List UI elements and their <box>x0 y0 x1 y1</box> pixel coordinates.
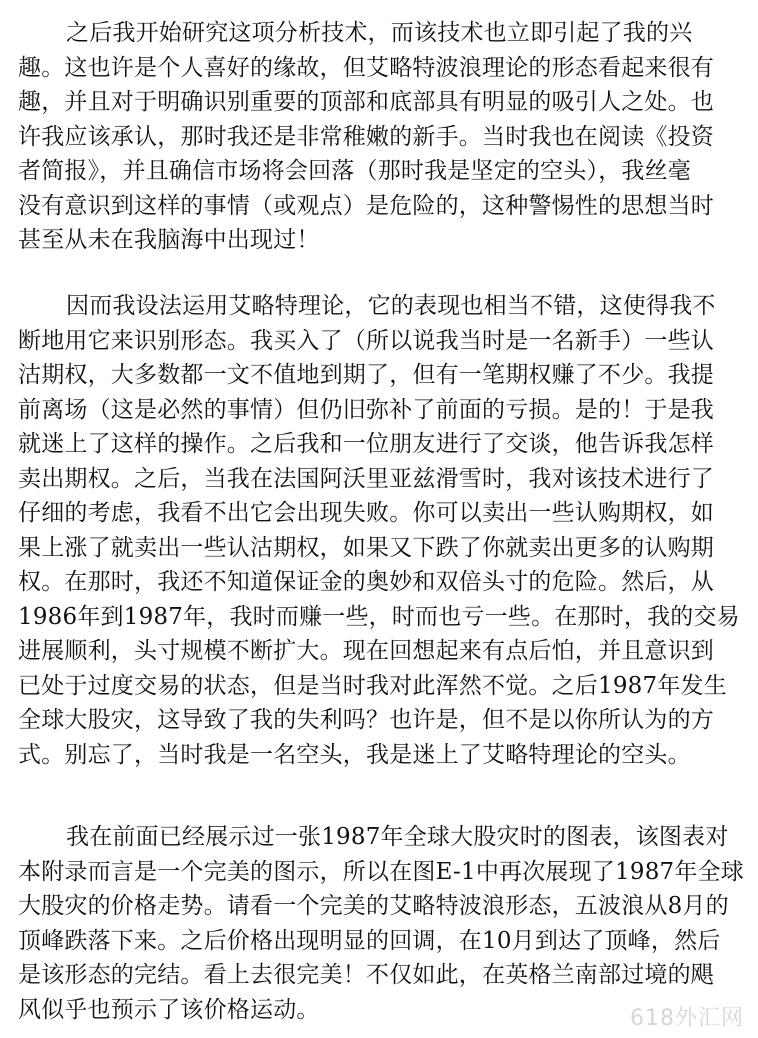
text-line: 大股灾的价格走势。请看一个完美的艾略特波浪形态，五波浪从8月的 <box>18 893 729 919</box>
text-line: 就迷上了这样的操作。之后我和一位朋友进行了交谈，他告诉我怎样 <box>18 431 714 457</box>
paragraph-1 <box>18 16 742 258</box>
text-line: 风似乎也预示了该价格运动。 <box>18 996 320 1023</box>
text-line: 许我应该承认，那时我还是非常稚嫩的新手。当时我也在阅读《投资 <box>18 123 714 150</box>
text-line: 我在前面已经展示过一张1987年全球大股灾时的图表，该图表对 <box>66 824 729 850</box>
text-line: 因而我设法运用艾略特理论，它的表现也相当不错，这使得我不 <box>66 293 716 319</box>
watermark-logo: 618外汇网 <box>630 1006 744 1031</box>
text-line: 顶峰跌落下来。之后价格出现明显的回调，在10月到达了顶峰，然后 <box>18 927 721 954</box>
text-line: 进展顺利，头寸规模不断扩大。现在回想起来有点后怕，并且意识到 <box>18 638 714 664</box>
text-line: 卖出期权。之后，当我在法国阿沃里亚兹滑雪时，我对该技术进行了 <box>18 465 714 492</box>
text-line: 没有意识到这样的事情（或观点）是危险的，这种警惕性的思想当时 <box>18 192 714 219</box>
text-line: 断地用它来识别形态。我买入了（所以说我当时是一名新手）一些认 <box>18 327 714 354</box>
text-line: 是该形态的完结。看上去很完美！不仅如此，在英格兰南部过境的飓 <box>18 962 714 988</box>
text-line: 前离场（这是必然的事情）但仍旧弥补了前面的亏损。是的！于是我 <box>18 396 714 423</box>
text-line: 果上涨了就卖出一些认沽期权，如果又下跌了你就卖出更多的认购期 <box>18 534 714 561</box>
text-line: 式。别忘了，当时我是一名空头，我是迷上了艾略特理论的空头。 <box>18 741 691 768</box>
paragraph-3 <box>18 820 742 1027</box>
text-line: 本附录而言是一个完美的图示，所以在图E-1中再次展现了1987年全球 <box>18 858 744 885</box>
text-line: 者简报》，并且确信市场将会回落（那时我是坚定的空头），我丝毫 <box>18 158 691 184</box>
text-line: 全球大股灾，这导致了我的失利吗？也许是，但不是以你所认为的方 <box>18 707 714 733</box>
text-line: 1986年到1987年，我时而赚一些，时而也亏一些。在那时，我的交易 <box>18 603 740 630</box>
text-line: 权。在那时，我还不知道保证金的奥妙和双倍头寸的危险。然后，从 <box>18 569 714 595</box>
text-line: 趣。这也许是个人喜好的缘故，但艾略特波浪理论的形态看起来很有 <box>18 54 714 81</box>
text-line: 甚至从未在我脑海中出现过！ <box>18 227 320 253</box>
text-line: 沽期权，大多数都一文不值地到期了，但有一笔期权赚了不少。我提 <box>18 362 714 388</box>
text-line: 仔细的考虑，我看不出它会出现失败。你可以卖出一些认购期权，如 <box>18 500 714 526</box>
text-line: 趣，并且对于明确识别重要的顶部和底部具有明显的吸引人之处。也 <box>18 89 714 115</box>
paragraph-2 <box>18 289 742 772</box>
text-line: 之后我开始研究这项分析技术，而该技术也立即引起了我的兴 <box>66 20 693 46</box>
text-line: 已处于过度交易的状态，但是当时我对此浑然不觉。之后1987年发生 <box>18 672 727 699</box>
